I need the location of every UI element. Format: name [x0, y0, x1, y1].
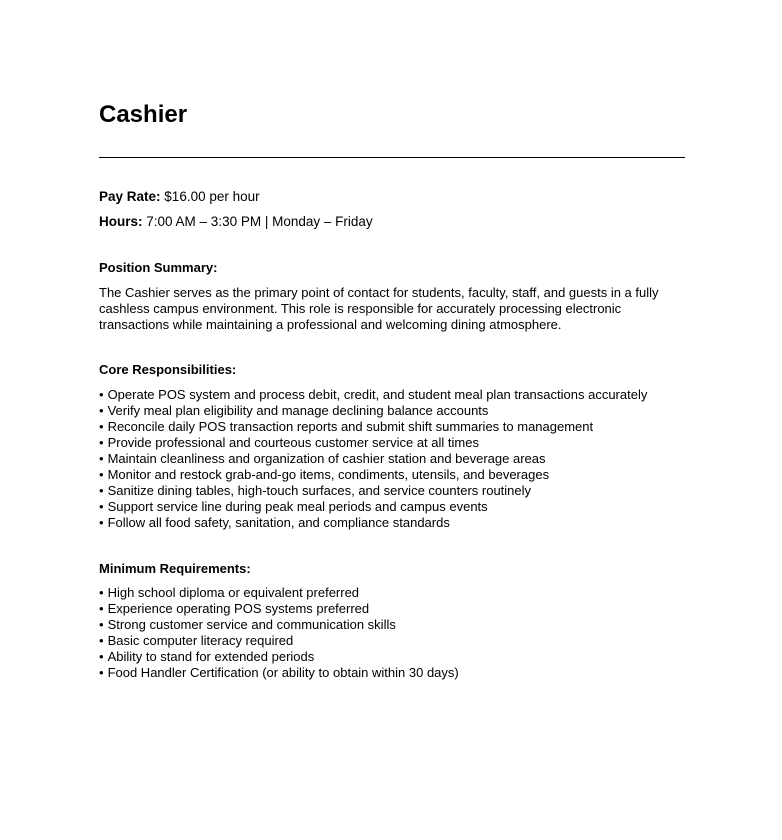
position-summary-heading: Position Summary: [99, 260, 218, 275]
minimum-requirements-heading: Minimum Requirements: [99, 561, 251, 576]
list-item-text: Reconcile daily POS transaction reports and submit shift summaries to management [107, 419, 594, 434]
hours-value: 7:00 AM – 3:30 PM | Monday – Friday [146, 214, 373, 229]
core-responsibilities-list [99, 387, 647, 531]
list-item-text: Maintain cleanliness and organization of cashier station and beverage areas [107, 451, 546, 466]
bullet: • [99, 649, 104, 664]
minimum-requirements-list [99, 585, 459, 681]
list-item [99, 435, 647, 451]
list-item [99, 467, 647, 483]
bullet: • [99, 499, 104, 514]
bullet: • [99, 419, 104, 434]
list-item [99, 585, 459, 601]
list-item-text: Experience operating POS systems preferred [107, 601, 370, 616]
list-item-text: High school diploma or equivalent preferred [107, 585, 360, 600]
pay-rate-line [99, 188, 260, 206]
list-item-text: Ability to stand for extended periods [107, 649, 315, 664]
bullet: • [99, 585, 104, 600]
list-item-text: Food Handler Certification (or ability to obtain within 30 days) [107, 665, 459, 680]
bullet: • [99, 435, 104, 450]
bullet: • [99, 483, 104, 498]
list-item-text: Support service line during peak meal periods and campus events [107, 499, 488, 514]
list-item [99, 451, 647, 467]
list-item-text: Provide professional and courteous customer service at all times [107, 435, 479, 450]
list-item [99, 617, 459, 633]
hours-label: Hours: [99, 214, 143, 229]
title-divider [99, 157, 685, 158]
list-item [99, 419, 647, 435]
list-item [99, 665, 459, 681]
list-item [99, 649, 459, 665]
list-item-text: Basic computer literacy required [107, 633, 294, 648]
bullet: • [99, 633, 104, 648]
pay-rate-label: Pay Rate: [99, 189, 161, 204]
bullet: • [99, 515, 104, 530]
bullet: • [99, 601, 104, 616]
bullet: • [99, 451, 104, 466]
hours-line [99, 213, 373, 231]
list-item-text: Follow all food safety, sanitation, and compliance standards [107, 515, 450, 530]
list-item [99, 515, 647, 531]
list-item [99, 483, 647, 499]
list-item-text: Sanitize dining tables, high-touch surfaces, and service counters routinely [107, 483, 532, 498]
bullet: • [99, 387, 104, 402]
list-item [99, 403, 647, 419]
list-item [99, 387, 647, 403]
pay-rate-value: $16.00 per hour [164, 189, 260, 204]
list-item [99, 499, 647, 515]
bullet: • [99, 403, 104, 418]
list-item [99, 601, 459, 617]
bullet: • [99, 665, 104, 680]
list-item-text: Monitor and restock grab-and-go items, condiments, utensils, and beverages [107, 467, 550, 482]
position-summary-text: The Cashier serves as the primary point of contact for students, faculty, staff, and guests in a fully cashless campus environment. This role is responsible for accurately processing electronic transactions while maintaining a professional and welcoming dining atmosphere. [99, 285, 659, 332]
list-item [99, 633, 459, 649]
list-item-text: Strong customer service and communication skills [107, 617, 396, 632]
document-title: Cashier [99, 101, 188, 128]
bullet: • [99, 467, 104, 482]
bullet: • [99, 617, 104, 632]
list-item-text: Verify meal plan eligibility and manage declining balance accounts [107, 403, 489, 418]
core-responsibilities-heading: Core Responsibilities: [99, 362, 237, 377]
list-item-text: Operate POS system and process debit, credit, and student meal plan transactions accurately [107, 387, 648, 402]
